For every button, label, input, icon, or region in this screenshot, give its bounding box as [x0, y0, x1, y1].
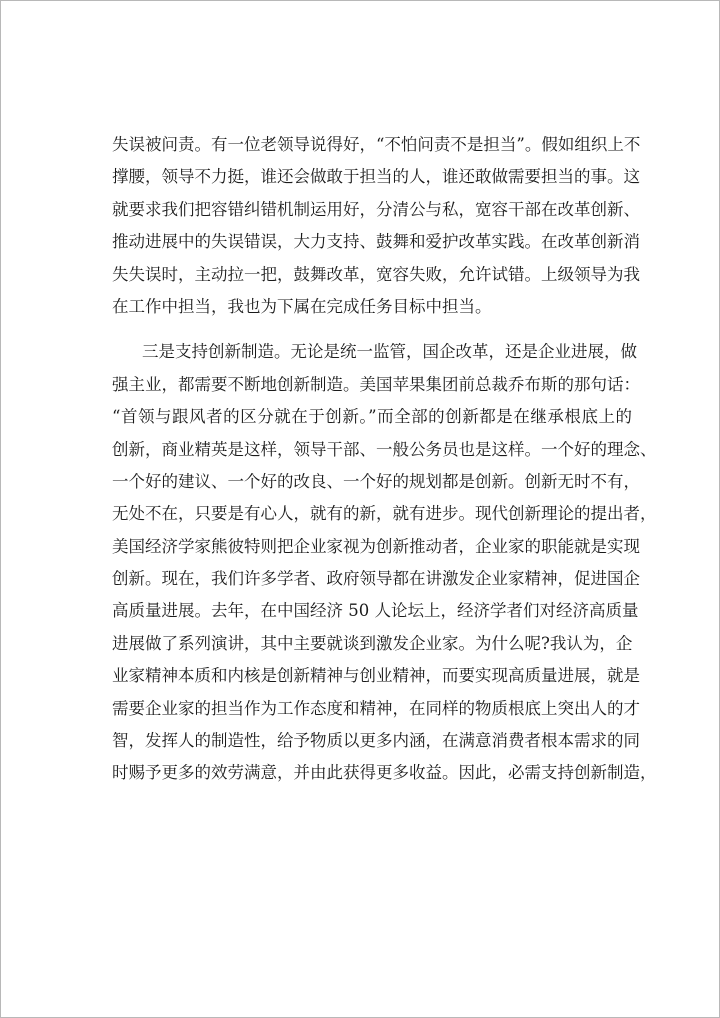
text-line: 美国经济学家熊彼特则把企业家视为创新推动者，企业家的职能就是实现 [112, 536, 640, 556]
text-line: 创新。现在，我们许多学者、政府领导都在讲激发企业家精神，促进国企 [112, 569, 640, 589]
paragraph-2 [112, 336, 657, 789]
text-line: 进展做了系列演讲，其中主要就谈到激发企业家。为什么呢?我认为，企 [112, 633, 633, 653]
text-line: 在工作中担当，我也为下属在完成任务目标中担当。 [112, 296, 492, 316]
text-line: 无处不在，只要是有心人，就有的新，就有进步。现代创新理论的提出者， [112, 504, 657, 524]
text-line: 高质量进展。去年，在中国经济 50 人论坛上，经济学者们对经济高质量 [112, 601, 639, 621]
body-text [112, 129, 657, 790]
text-line: 强主业，都需要不断地创新制造。美国苹果集团前总裁乔布斯的那句话： [112, 374, 640, 394]
text-line: 就要求我们把容错纠错机制运用好，分清公与私，宽容干部在改革创新、 [112, 199, 640, 219]
text-line: 失失误时，主动拉一把，鼓舞改革，宽容失败，允许试错。上级领导为我 [112, 264, 640, 284]
text-line: 创新，商业精英是这样，领导干部、一般公务员也是这样。一个好的理念、 [112, 439, 657, 459]
paragraph-spacing [112, 323, 632, 336]
text-line: 需要企业家的担当作为工作态度和精神，在同样的物质根底上突出人的才 [112, 698, 640, 718]
text-line: 时赐予更多的效劳满意，并由此获得更多收益。因此，必需支持创新制造， [112, 763, 657, 783]
text-line: 推动进展中的失误错误，大力支持、鼓舞和爱护改革实践。在改革创新消 [112, 232, 640, 252]
paragraph-1 [112, 129, 641, 323]
text-line: “首领与跟风者的区分就在于创新。”而全部的创新都是在继承根底上的 [112, 407, 632, 427]
text-line: 失误被问责。有一位老领导说得好，“不怕问责不是担当”。假如组织上不 [112, 135, 641, 154]
text-line: 业家精神本质和内核是创新精神与创业精神，而要实现高质量进展，就是 [112, 666, 640, 686]
text-line: 一个好的建议、一个好的改良、一个好的规划都是创新。创新无时不有， [112, 471, 640, 491]
text-line: 撑腰，领导不力挺，谁还会做敢于担当的人，谁还敢做需要担当的事。这 [112, 167, 640, 187]
text-line: 智，发挥人的制造性，给予物质以更多内涵，在满意消费者根本需求的同 [112, 731, 640, 751]
text-line: 三是支持创新制造。无论是统一监管，国企改革，还是企业进展，做 [142, 342, 637, 362]
